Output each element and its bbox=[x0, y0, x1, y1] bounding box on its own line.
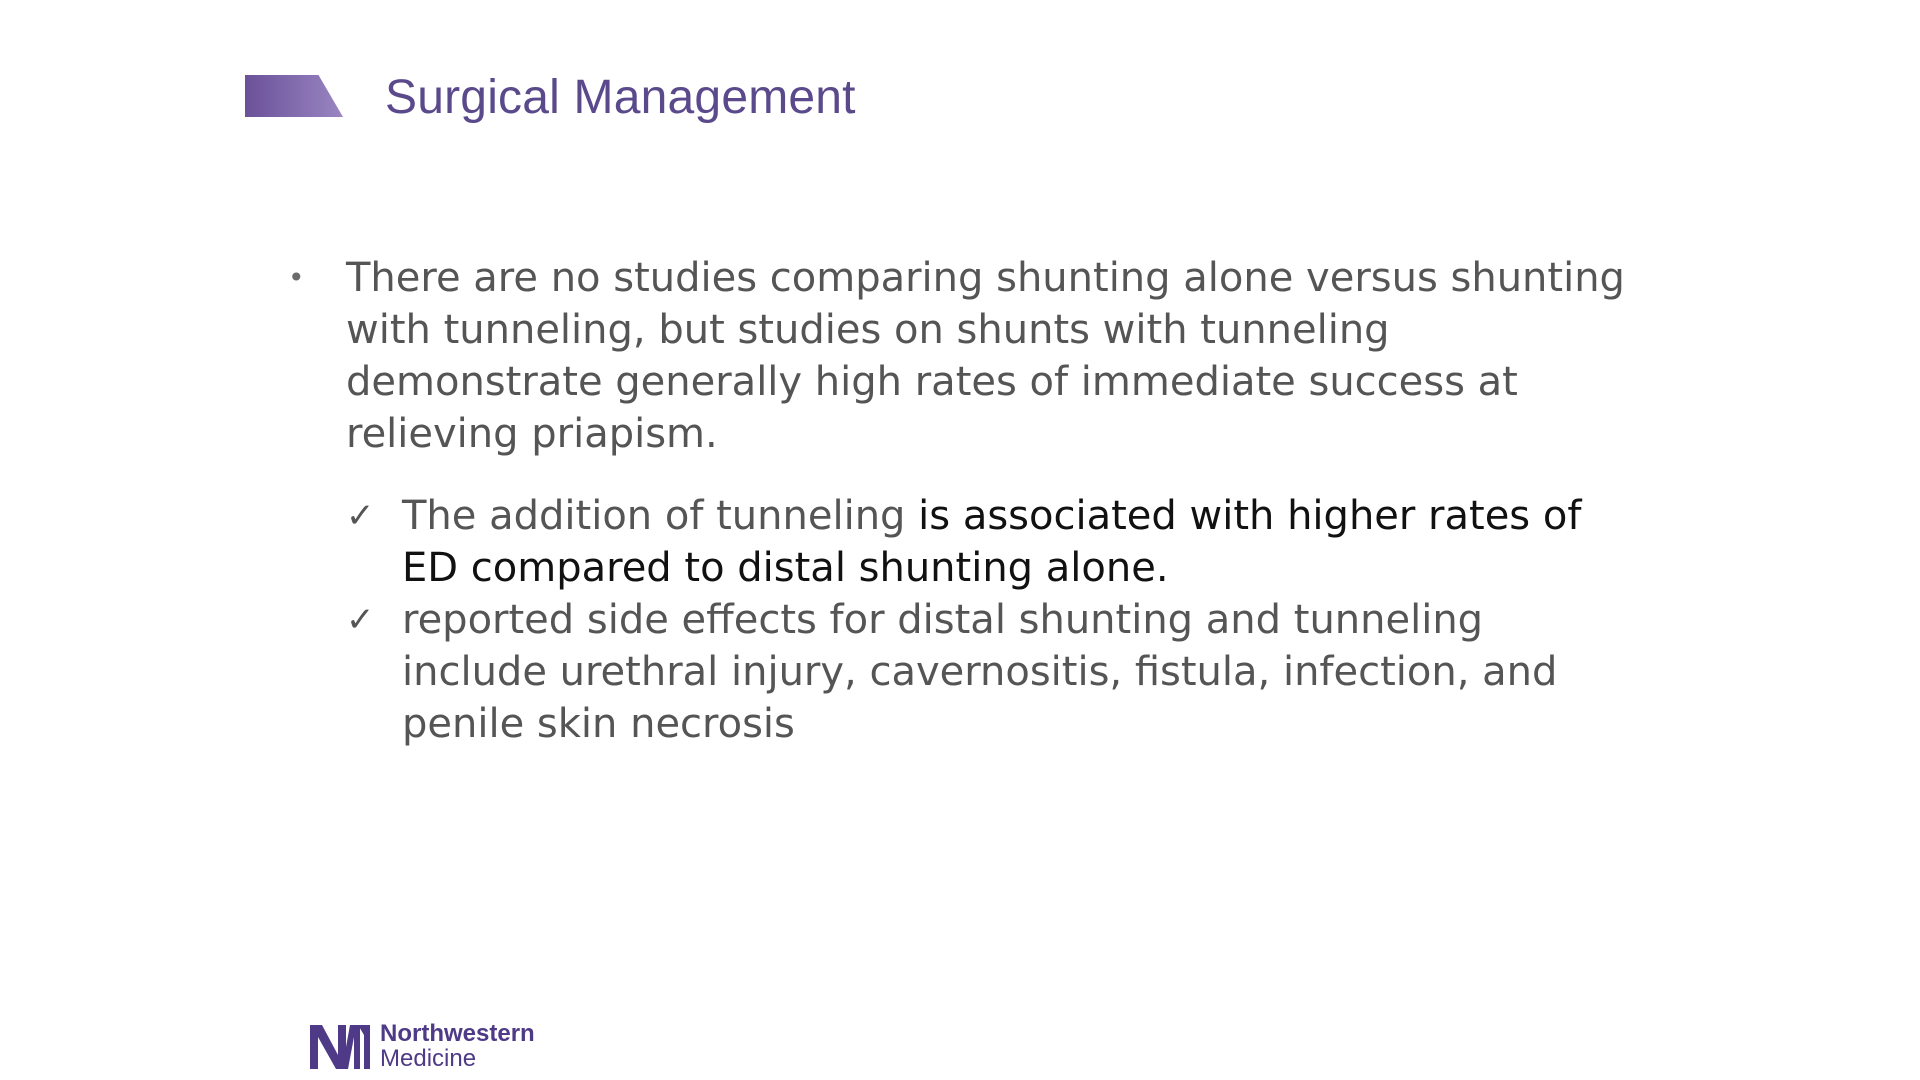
sub-item-text-plain: reported side effects for distal shunting and tunneling include urethral injury, cavernositis, fistula, infection, and penile skin necrosis bbox=[402, 597, 1558, 747]
bullet-item bbox=[282, 252, 1662, 460]
bullet-dot-icon: • bbox=[288, 261, 305, 294]
checkmark-icon: ✓ bbox=[346, 600, 375, 640]
sub-item-text-plain: The addition of tunneling bbox=[402, 493, 919, 539]
sub-item-text-emphasis: is associated with higher rates of ED compared to distal shunting alone. bbox=[402, 493, 1582, 591]
title-accent-shape bbox=[245, 75, 343, 117]
sub-list bbox=[346, 490, 1662, 750]
slide-content bbox=[282, 252, 1662, 750]
bullet-text: There are no studies comparing shunting alone versus shunting with tunneling, but studies on shunts with tunneling demonstrate generally high rates of immediate success at relieving priapism. bbox=[346, 255, 1625, 457]
northwestern-medicine-logo bbox=[308, 1022, 535, 1071]
sub-item bbox=[346, 594, 1662, 750]
checkmark-icon: ✓ bbox=[346, 496, 375, 536]
logo-wordmark bbox=[380, 1022, 535, 1071]
nm-monogram-icon bbox=[308, 1023, 372, 1071]
sub-item-text bbox=[402, 490, 1602, 594]
sub-item bbox=[346, 490, 1662, 594]
logo-line-northwestern: Northwestern bbox=[380, 1020, 535, 1047]
logo-line-medicine: Medicine bbox=[380, 1045, 477, 1072]
sub-item-text bbox=[402, 594, 1602, 750]
slide-title: Surgical Management bbox=[385, 71, 856, 124]
